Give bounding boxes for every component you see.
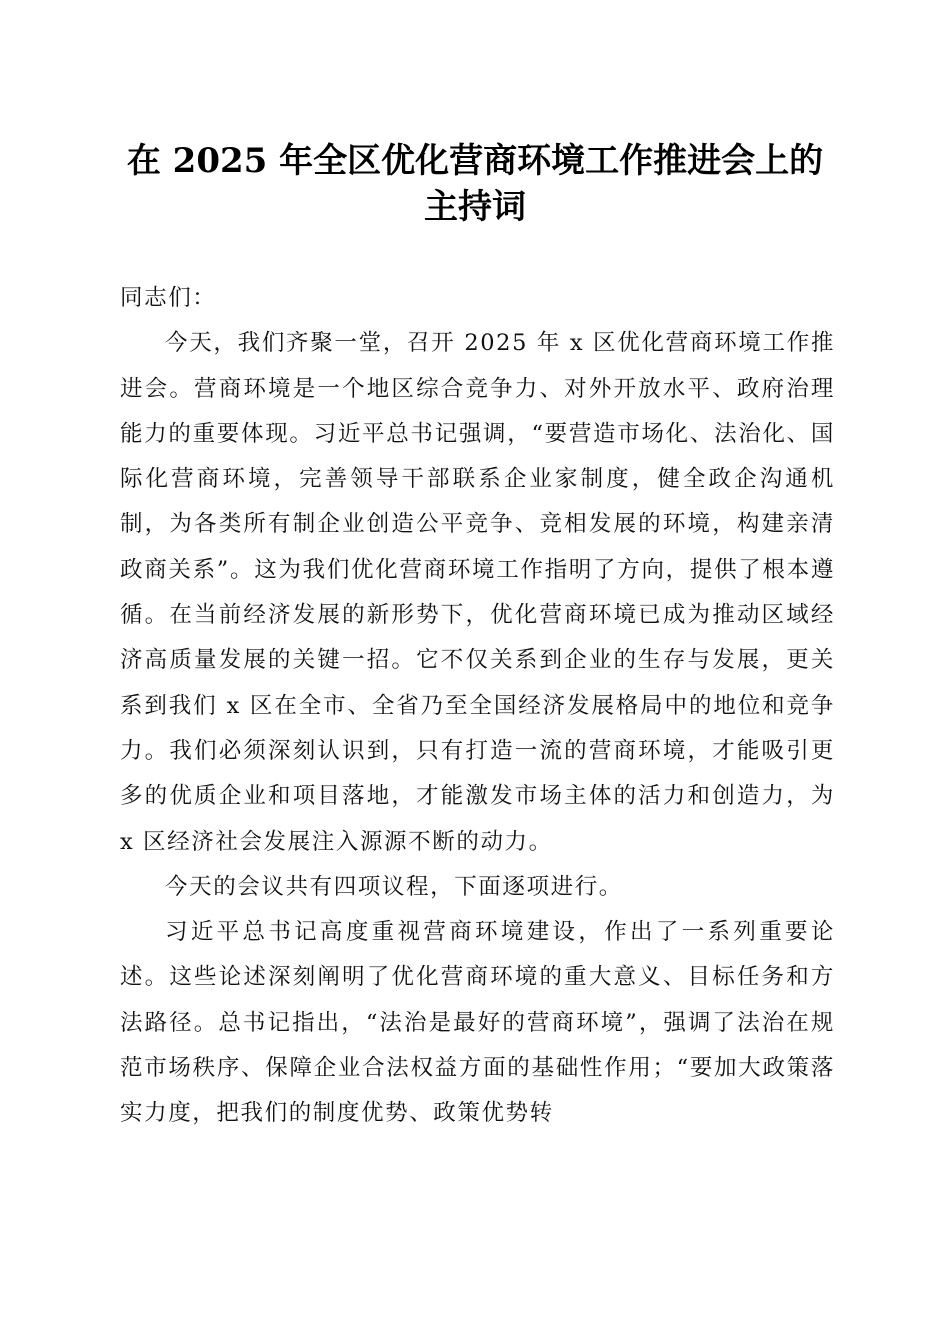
salutation: 同志们： (120, 285, 217, 311)
document-title (100, 138, 850, 230)
paragraph-opening: 今天，我们齐聚一堂，召开 2025 年 x 区优化营商环境工作推进会。营商环境是一个地区综合竞争力、对外开放水平、政府治理能力的重要体现。习近平总书记强调，“要营造市场化、法治化、国际化营商环境，完善领导干部联系企业家制度，健全政企沟通机制，为各类所有制企业创造公平竞争、竞相发展的环境，构建亲清政商关系”。这为我们优化营商环境工作指明了方向，提供了根本遵循。在当前经济发展的新形势下，优化营商环境已成为推动区域经济高质量发展的关键一招。它不仅关系到企业的生存与发展，更关系到我们 x 区在全市、全省乃至全国经济发展格局中的地位和竞争力。我们必须深刻认识到，只有打造一流的营商环境，才能吸引更多的优质企业和项目落地，才能激发市场主体的活力和创造力，为 x 区经济社会发展注入源源不断的动力。 (120, 330, 835, 855)
paragraph-speech-intro: 习近平总书记高度重视营商环境建设，作出了一系列重要论述。这些论述深刻阐明了优化营商环境的重大意义、目标任务和方法路径。总书记指出，“法治是最好的营商环境”，强调了法治在规范市场秩序、保障企业合法权益方面的基础性作用；“要加大政策落实力度，把我们的制度优势、政策优势转 (120, 919, 835, 1127)
title-line-1: 在 2025 年全区优化营商环境工作推进会上的 (126, 141, 824, 181)
document-body (120, 276, 835, 1137)
title-line-2: 主持词 (424, 187, 526, 227)
paragraph-agenda: 今天的会议共有四项议程，下面逐项进行。 (165, 873, 623, 900)
